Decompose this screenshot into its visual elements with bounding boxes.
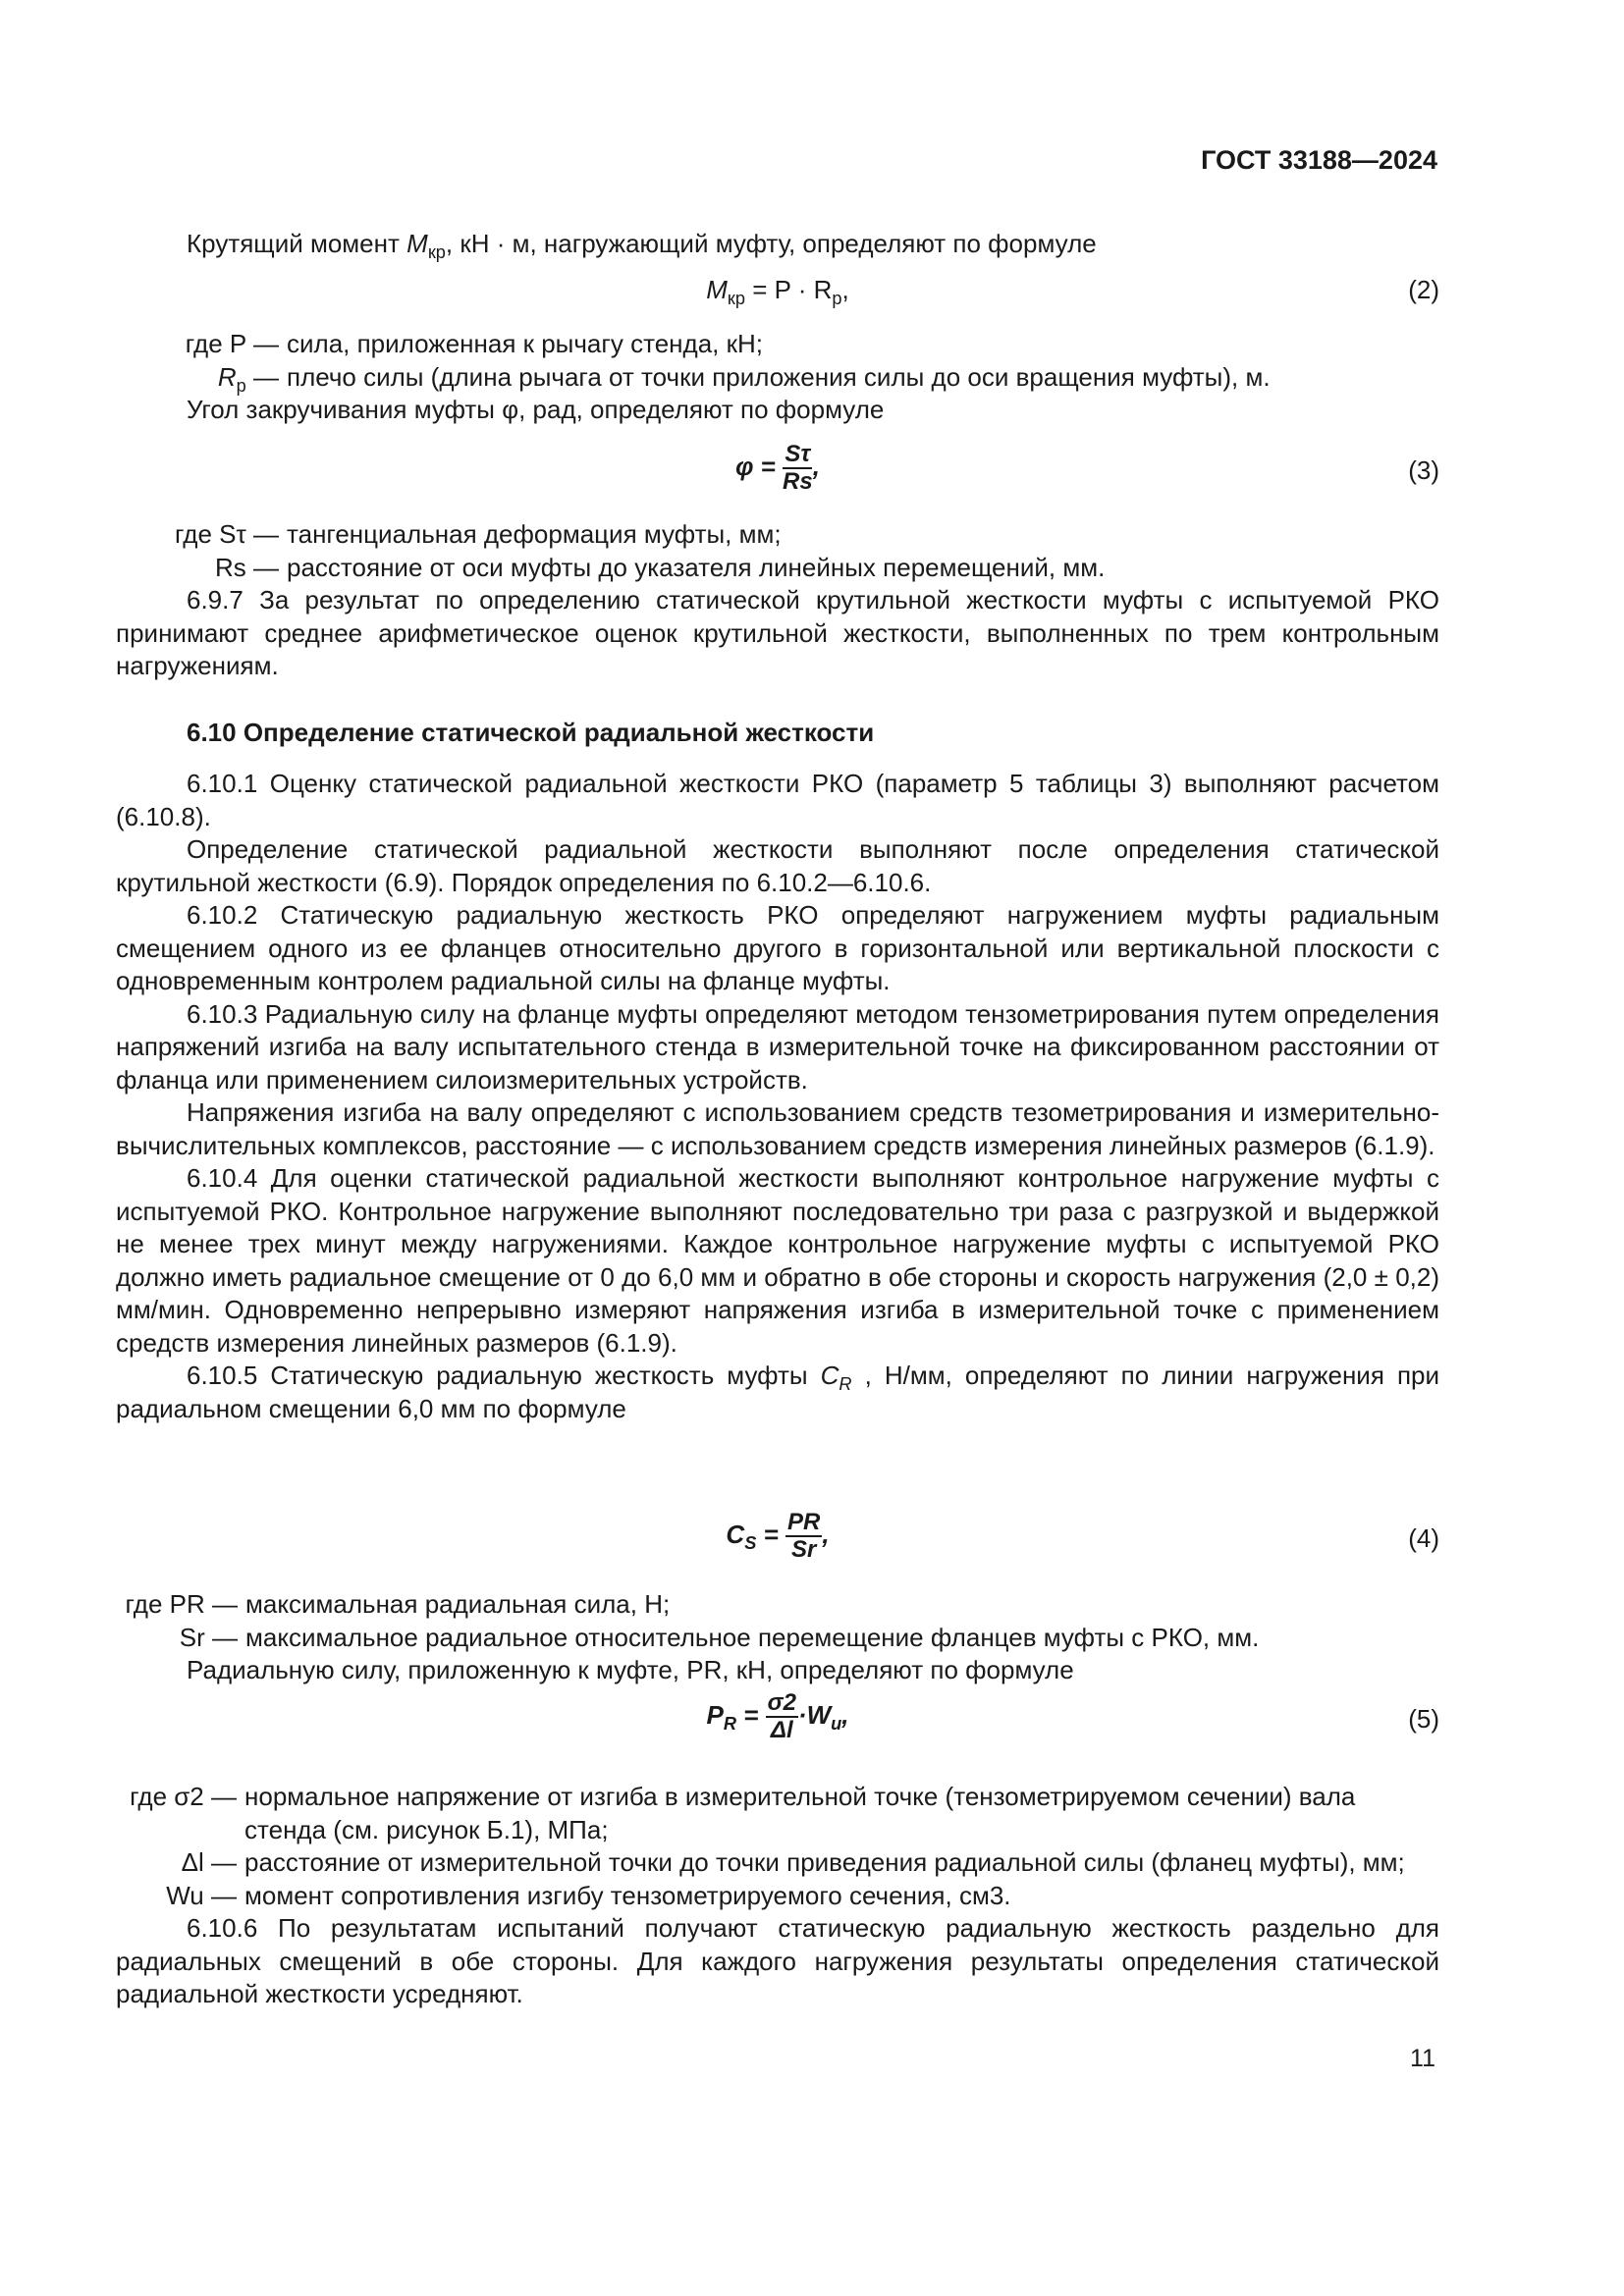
- paragraph-torque: Крутящий момент $M_{кр}$, кН · м, нагружающий муфту, определяют по формуле: [187, 229, 1097, 263]
- section-heading-6-10: 6.10 Определение статической радиальной жесткости: [187, 718, 875, 747]
- equation-4: $C_S$ = $\frac{PR}{Sr}$ , (4): [726, 1509, 1439, 1563]
- equation-number: (3): [1408, 455, 1439, 485]
- equation-number: (4): [1408, 1523, 1439, 1553]
- document-code: ГОСТ 33188—2024: [1201, 145, 1437, 175]
- legend-eq3: где Sτ — тангенциальная деформация муфты, мм; Rs — расстояние от оси муфты до указателя линейных перемещений, мм. 6.9.7 За результат по определению статической крутильной жесткости муфты с испытуемой РКО принимают среднее арифметическое оценок крутильной жесткости, выполненных по трем контрольным нагружениям.: [116, 518, 1439, 683]
- section-body: 6.10.1 Оценку статической радиальной жесткости РКО (параметр 5 таблицы 3) выполняют расчетом (6.10.8). Определение статической радиальной жесткости выполняют после определения статической крутильной жесткости (6.9). Порядок определения по 6.10.2—6.10.6. 6.10.2 Статическую радиальную жесткость РКО определяют нагружением муфты радиальным смещением одного из ее фланцев относительно другого в горизонтальной или вертикальной плоскости с одновременным контролем радиальной силы на фланце муфты. 6.10.3 Радиальную силу на фланце муфты определяют методом тензометрирования путем определения напряжений изгиба на валу испытательного стенда в измерительной точке на фиксированном расстоянии от фланца или применением силоизмерительных устройств. Напряжения изгиба на валу определяют с использованием средств тезометрирования и измерительно-вычислительных комплексов, расстояние — с использованием средств измерения линейных размеров (6.1.9). 6.10.4 Для оценки статической радиальной жесткости выполняют контрольное нагружение муфты с испытуемой РКО. Контрольное нагружение выполняют последовательно три раза с разгрузкой и выдержкой не менее трех минут между нагружениями. Каждое контрольное нагружение муфты с испытуемой РКО должно иметь радиальное смещение от 0 до 6,0 мм и обратно в обе стороны и скорость нагружения (2,0 ± 0,2) мм/мин. Одновременно непрерывно измеряют напряжения изгиба в измерительной точке с применением средств измерения линейных размеров (6.1.9). 6.10.5 Статическую радиальную жесткость муфты $C_R$ , Н/мм, определяют по линии нагружения при радиальном смещении 6,0 мм по формуле: [116, 769, 1440, 1423]
- equation-number: (5): [1408, 1704, 1439, 1734]
- legend-eq4: где PR — максимальная радиальная сила, Н; Sr — максимальное радиальное относительное перемещение фланцев муфты с РКО, мм. Радиальную силу, приложенную к муфте, PR, кН, определяют по формуле: [125, 1589, 1260, 1684]
- equation-number: (2): [1408, 275, 1439, 304]
- legend-eq5: где σ2 — нормальное напряжение от изгиба в измерительной точке (тензометрируемом сечении) вала стенда (см. рисунок Б.1), МПа; Δl — расстояние от измерительной точки до точки приведения радиальной силы (фланец муфты), мм; Wu — момент сопротивления изгибу тензометрируемого сечения, см3. 6.10.6 По результатам испытаний получают статическую радиальную жесткость раздельно для радиальных смещений в обе стороны. Для каждого нагружения результаты определения статической радиальной жесткости усредняют.: [116, 1781, 1439, 2011]
- paragraph-6-9-7: 6.9.7 За результат по определению статической крутильной жесткости муфты с испытуемой РКО принимают среднее арифметическое оценок крутильной жесткости, выполненных по трем контрольным нагружениям.: [116, 585, 1439, 680]
- page-number: 11: [1410, 2045, 1435, 2072]
- equation-5: $P_R$ = $\frac{\sigma 2}{\Delta l}$ $\cdot W_u$, (5): [706, 1689, 1439, 1743]
- equation-3: φ = $\frac{S\tau}{Rs}$ , (3): [735, 441, 1439, 495]
- paragraph-6-10-6: 6.10.6 По результатам испытаний получают статическую радиальную жесткость раздельно для радиальных смещений в обе стороны. Для каждого нагружения результаты определения статической радиальной жесткости усредняют.: [116, 1913, 1439, 2008]
- legend-eq2: где P — сила, приложенная к рычагу стенда, кН; $R_р$ — плечо силы (длина рычага от точки приложения силы до оси вращения муфты), м. Угол закручивания муфты φ, рад, определяют по формуле: [185, 329, 1271, 424]
- equation-2: $M_{кр} = P \cdot R_р$, (2): [706, 275, 1439, 309]
